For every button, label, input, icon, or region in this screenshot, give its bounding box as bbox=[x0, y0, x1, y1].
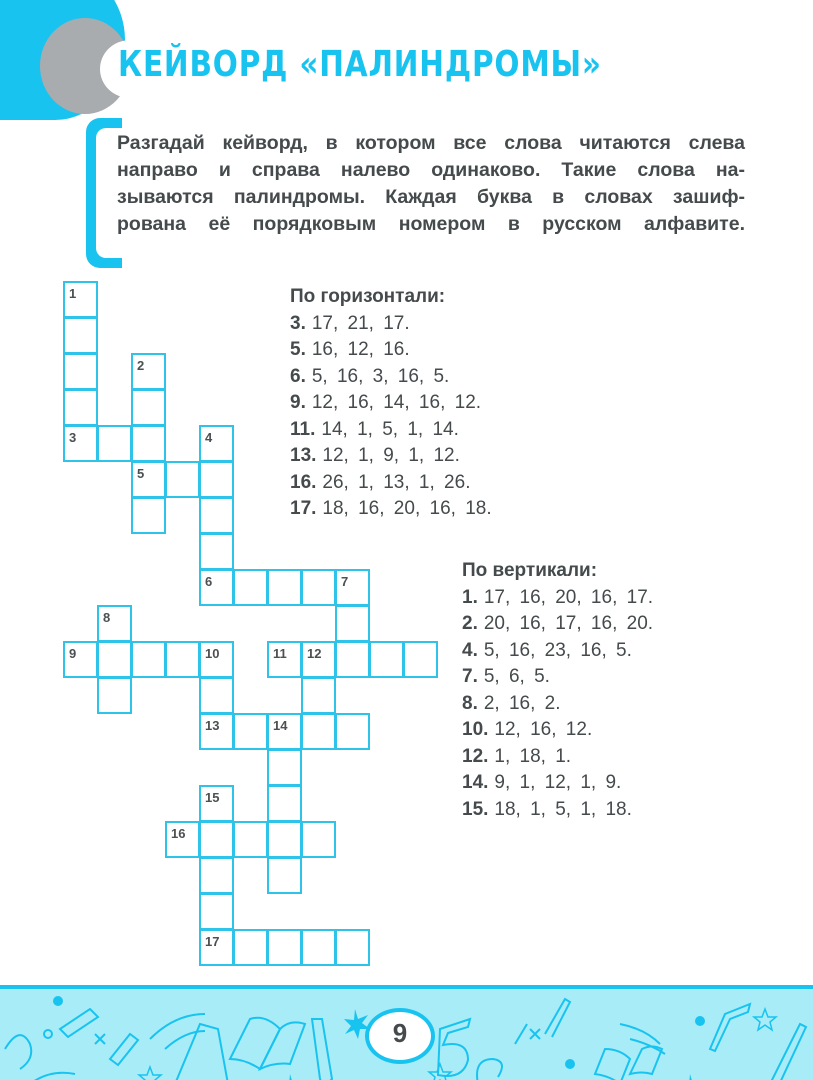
crossword-cell[interactable] bbox=[233, 713, 268, 750]
crossword-cell[interactable] bbox=[369, 641, 404, 678]
crossword-cell[interactable] bbox=[301, 929, 336, 966]
crossword-cell[interactable] bbox=[165, 461, 200, 498]
crossword-cell[interactable] bbox=[199, 821, 234, 858]
clue-value: 5, 16, 3, 16, 5. bbox=[311, 365, 450, 387]
crossword-cell[interactable] bbox=[199, 461, 234, 498]
clue-number: 11. bbox=[290, 418, 316, 440]
clue-number: 6. bbox=[290, 365, 306, 387]
clue-down bbox=[462, 691, 653, 718]
crossword-cell[interactable] bbox=[131, 353, 166, 390]
clue-value: 14, 1, 5, 1, 14. bbox=[321, 418, 459, 440]
clue-across bbox=[290, 311, 492, 338]
crossword-cell[interactable] bbox=[267, 857, 302, 894]
crossword-cell[interactable] bbox=[335, 929, 370, 966]
crossword-cell[interactable] bbox=[63, 641, 98, 678]
crossword-cell[interactable] bbox=[267, 929, 302, 966]
clue-value: 26, 1, 13, 1, 26. bbox=[322, 471, 471, 493]
clue-number: 5. bbox=[290, 339, 306, 360]
clue-number: 13. bbox=[290, 445, 317, 466]
clue-across bbox=[290, 496, 492, 523]
crossword-cell[interactable] bbox=[199, 641, 234, 678]
clue-across bbox=[290, 337, 492, 364]
crossword-cell[interactable] bbox=[335, 641, 370, 678]
cell-number: 13 bbox=[205, 718, 220, 733]
clue-across bbox=[290, 417, 492, 444]
crossword-cell[interactable] bbox=[267, 785, 302, 822]
crossword-cell[interactable] bbox=[199, 929, 234, 966]
cell-number: 5 bbox=[137, 466, 145, 481]
crossword-cell[interactable] bbox=[131, 389, 166, 426]
crossword-cell[interactable] bbox=[267, 713, 302, 750]
clue-number: 15. bbox=[462, 798, 489, 820]
clue-value: 9, 1, 12, 1, 9. bbox=[494, 772, 622, 793]
clue-value: 18, 1, 5, 1, 18. bbox=[494, 798, 632, 820]
clue-number: 9. bbox=[290, 392, 306, 413]
crossword-cell[interactable] bbox=[403, 641, 438, 678]
crossword-cell[interactable] bbox=[267, 821, 302, 858]
crossword-cell[interactable] bbox=[199, 533, 234, 570]
cell-number: 3 bbox=[69, 430, 77, 445]
clue-value: 17, 21, 17. bbox=[311, 312, 410, 334]
clue-across bbox=[290, 364, 492, 391]
clue-value: 12, 1, 9, 1, 12. bbox=[322, 445, 460, 466]
clue-down bbox=[462, 717, 653, 744]
clue-value: 5, 16, 23, 16, 5. bbox=[483, 639, 632, 661]
crossword-cell[interactable] bbox=[63, 281, 98, 318]
crossword-cell[interactable] bbox=[301, 713, 336, 750]
cell-number: 17 bbox=[205, 934, 220, 949]
page-number: 9 bbox=[392, 1018, 408, 1048]
clue-number: 2. bbox=[462, 613, 478, 634]
cell-number: 7 bbox=[341, 574, 349, 589]
clue-across bbox=[290, 390, 492, 417]
crossword-cell[interactable] bbox=[131, 425, 166, 462]
clue-number: 3. bbox=[290, 312, 306, 334]
clue-value: 18, 16, 20, 16, 18. bbox=[322, 498, 492, 519]
crossword-cell[interactable] bbox=[267, 641, 302, 678]
crossword-cell[interactable] bbox=[233, 569, 268, 606]
crossword-cell[interactable] bbox=[97, 425, 132, 462]
crossword-cell[interactable] bbox=[301, 677, 336, 714]
crossword-cell[interactable] bbox=[199, 677, 234, 714]
cell-number: 9 bbox=[69, 646, 77, 661]
cell-number: 15 bbox=[205, 790, 220, 805]
intro-text bbox=[117, 130, 745, 238]
crossword-cell[interactable] bbox=[335, 713, 370, 750]
cell-number: 12 bbox=[307, 646, 322, 661]
clue-value: 16, 12, 16. bbox=[311, 339, 410, 360]
clue-value: 1, 18, 1. bbox=[494, 745, 572, 767]
crossword-cell[interactable] bbox=[335, 569, 370, 606]
clue-down bbox=[462, 797, 653, 824]
crossword-cell[interactable] bbox=[301, 641, 336, 678]
intro-line: зываются палиндромы. Каждая буква в словах зашиф- bbox=[117, 186, 745, 208]
clues-across-list bbox=[290, 311, 492, 523]
crossword-cell[interactable] bbox=[97, 677, 132, 714]
cell-number: 2 bbox=[137, 358, 145, 373]
clue-across bbox=[290, 443, 492, 470]
clue-number: 10. bbox=[462, 719, 489, 740]
clue-value: 5, 6, 5. bbox=[483, 666, 550, 687]
intro-line: Разгадай кейворд, в котором все слова читаются слева bbox=[117, 132, 745, 154]
page-title: КЕЙВОРД «ПАЛИНДРОМЫ» bbox=[118, 44, 602, 85]
clue-down bbox=[462, 664, 653, 691]
crossword-cell[interactable] bbox=[131, 497, 166, 534]
clue-value: 17, 16, 20, 16, 17. bbox=[483, 586, 654, 608]
crossword-cell[interactable] bbox=[63, 317, 98, 354]
clue-number: 4. bbox=[462, 639, 478, 661]
crossword-cell[interactable] bbox=[199, 713, 234, 750]
crossword-cell[interactable] bbox=[301, 569, 336, 606]
clue-number: 17. bbox=[290, 498, 317, 519]
crossword-cell[interactable] bbox=[63, 389, 98, 426]
clues-across-heading: По горизонтали: bbox=[290, 286, 446, 307]
clues-down-list bbox=[462, 585, 653, 824]
cell-number: 14 bbox=[273, 718, 288, 733]
clue-number: 8. bbox=[462, 692, 478, 714]
cell-number: 10 bbox=[205, 646, 220, 661]
clue-number: 14. bbox=[462, 772, 489, 793]
crossword-cell[interactable] bbox=[199, 785, 234, 822]
clue-value: 12, 16, 12. bbox=[494, 719, 593, 740]
cell-number: 4 bbox=[205, 430, 213, 445]
crossword-cell[interactable] bbox=[301, 821, 336, 858]
clue-value: 12, 16, 14, 16, 12. bbox=[311, 392, 482, 413]
clue-down bbox=[462, 638, 653, 665]
crossword-cell[interactable] bbox=[97, 605, 132, 642]
crossword-cell[interactable] bbox=[335, 605, 370, 642]
crossword-cell[interactable] bbox=[233, 821, 268, 858]
clue-down bbox=[462, 744, 653, 771]
clue-value: 20, 16, 17, 16, 20. bbox=[483, 613, 654, 634]
clue-number: 16. bbox=[290, 471, 317, 493]
cell-number: 16 bbox=[171, 826, 186, 841]
crossword-cell[interactable] bbox=[199, 497, 234, 534]
crossword-cell[interactable] bbox=[199, 857, 234, 894]
clue-across bbox=[290, 470, 492, 497]
crossword-cell[interactable] bbox=[233, 929, 268, 966]
crossword-cell[interactable] bbox=[97, 641, 132, 678]
cell-number: 11 bbox=[273, 646, 287, 661]
crossword-cell[interactable] bbox=[131, 461, 166, 498]
crossword-cell[interactable] bbox=[199, 569, 234, 606]
clue-down bbox=[462, 770, 653, 797]
cell-number: 8 bbox=[103, 610, 111, 625]
crossword-cell[interactable] bbox=[267, 569, 302, 606]
clue-number: 12. bbox=[462, 745, 489, 767]
intro-line: рована её порядковым номером в русском алфавите. bbox=[117, 213, 745, 235]
clues-down bbox=[462, 558, 653, 823]
cell-number: 6 bbox=[205, 574, 213, 589]
crossword-cell[interactable] bbox=[63, 353, 98, 390]
clues-across bbox=[290, 284, 492, 523]
clue-down bbox=[462, 585, 653, 612]
crossword-cell[interactable] bbox=[267, 749, 302, 786]
crossword-cell[interactable] bbox=[131, 641, 166, 678]
intro-line: направо и справа налево одинаково. Такие слова на- bbox=[117, 159, 745, 181]
crossword-cell[interactable] bbox=[63, 425, 98, 462]
clue-down bbox=[462, 611, 653, 638]
cell-number: 1 bbox=[69, 286, 77, 301]
crossword-cell[interactable] bbox=[199, 425, 234, 462]
clue-value: 2, 16, 2. bbox=[483, 692, 561, 714]
crossword-cell[interactable] bbox=[165, 641, 200, 678]
clue-number: 1. bbox=[462, 586, 478, 608]
crossword-cell[interactable] bbox=[199, 893, 234, 930]
clue-number: 7. bbox=[462, 666, 478, 687]
clues-down-heading: По вертикали: bbox=[462, 560, 598, 581]
crossword-cell[interactable] bbox=[165, 821, 200, 858]
